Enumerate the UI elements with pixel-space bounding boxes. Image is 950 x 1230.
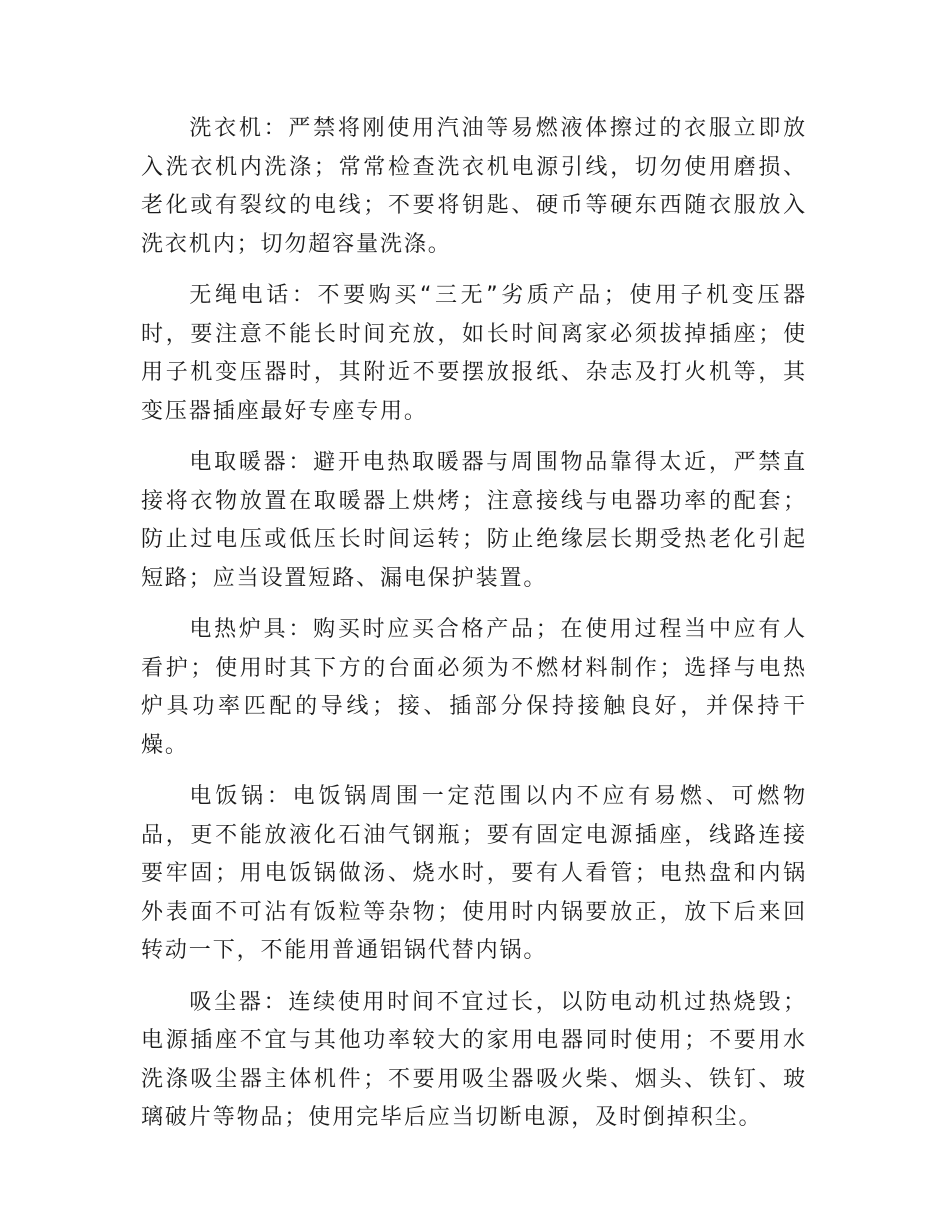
document-body: [141, 110, 807, 1151]
paragraph-rice-cooker: 电饭锅：电饭锅周围一定范围以内不应有易燃、可燃物品，更不能放液化石油气钢瓶；要有固定电源插座，线路连接要牢固；用电饭锅做汤、烧水时，要有人看管；电热盘和内锅外表面不可沾有饭粒等杂物；使用时内锅要放正，放下后来回转动一下，不能用普通铝锅代替内锅。: [141, 784, 807, 963]
paragraph-vacuum-cleaner: 吸尘器：连续使用时间不宜过长，以防电动机过热烧毁；电源插座不宜与其他功率较大的家用电器同时使用；不要用水洗涤吸尘器主体机件；不要用吸尘器吸火柴、烟头、铁钉、玻璃破片等物品；使用完毕后应当切断电源，及时倒掉积尘。: [141, 989, 807, 1130]
paragraph-washing-machine: 洗衣机：严禁将刚使用汽油等易燃液体擦过的衣服立即放入洗衣机内洗涤；常常检查洗衣机电源引线，切勿使用磨损、老化或有裂纹的电线；不要将钥匙、硬币等硬东西随衣服放入洗衣机内；切勿超容量洗涤。: [141, 116, 807, 257]
paragraph-electric-stove: 电热炉具：购买时应买合格产品；在使用过程当中应有人看护；使用时其下方的台面必须为不燃材料制作；选择与电热炉具功率匹配的导线；接、插部分保持接触良好，并保持干燥。: [141, 617, 807, 758]
paragraph-electric-heater: 电取暖器：避开电热取暖器与周围物品靠得太近，严禁直接将衣物放置在取暖器上烘烤；注意接线与电器功率的配套；防止过电压或低压长时间运转；防止绝缘层长期受热老化引起短路；应当设置短路、漏电保护装置。: [141, 450, 807, 591]
paragraph-cordless-phone: 无绳电话：不要购买“三无”劣质产品；使用子机变压器时，要注意不能长时间充放，如长时间离家必须拔掉插座；使用子机变压器时，其附近不要摆放报纸、杂志及打火机等，其变压器插座最好专座专用。: [141, 283, 807, 424]
